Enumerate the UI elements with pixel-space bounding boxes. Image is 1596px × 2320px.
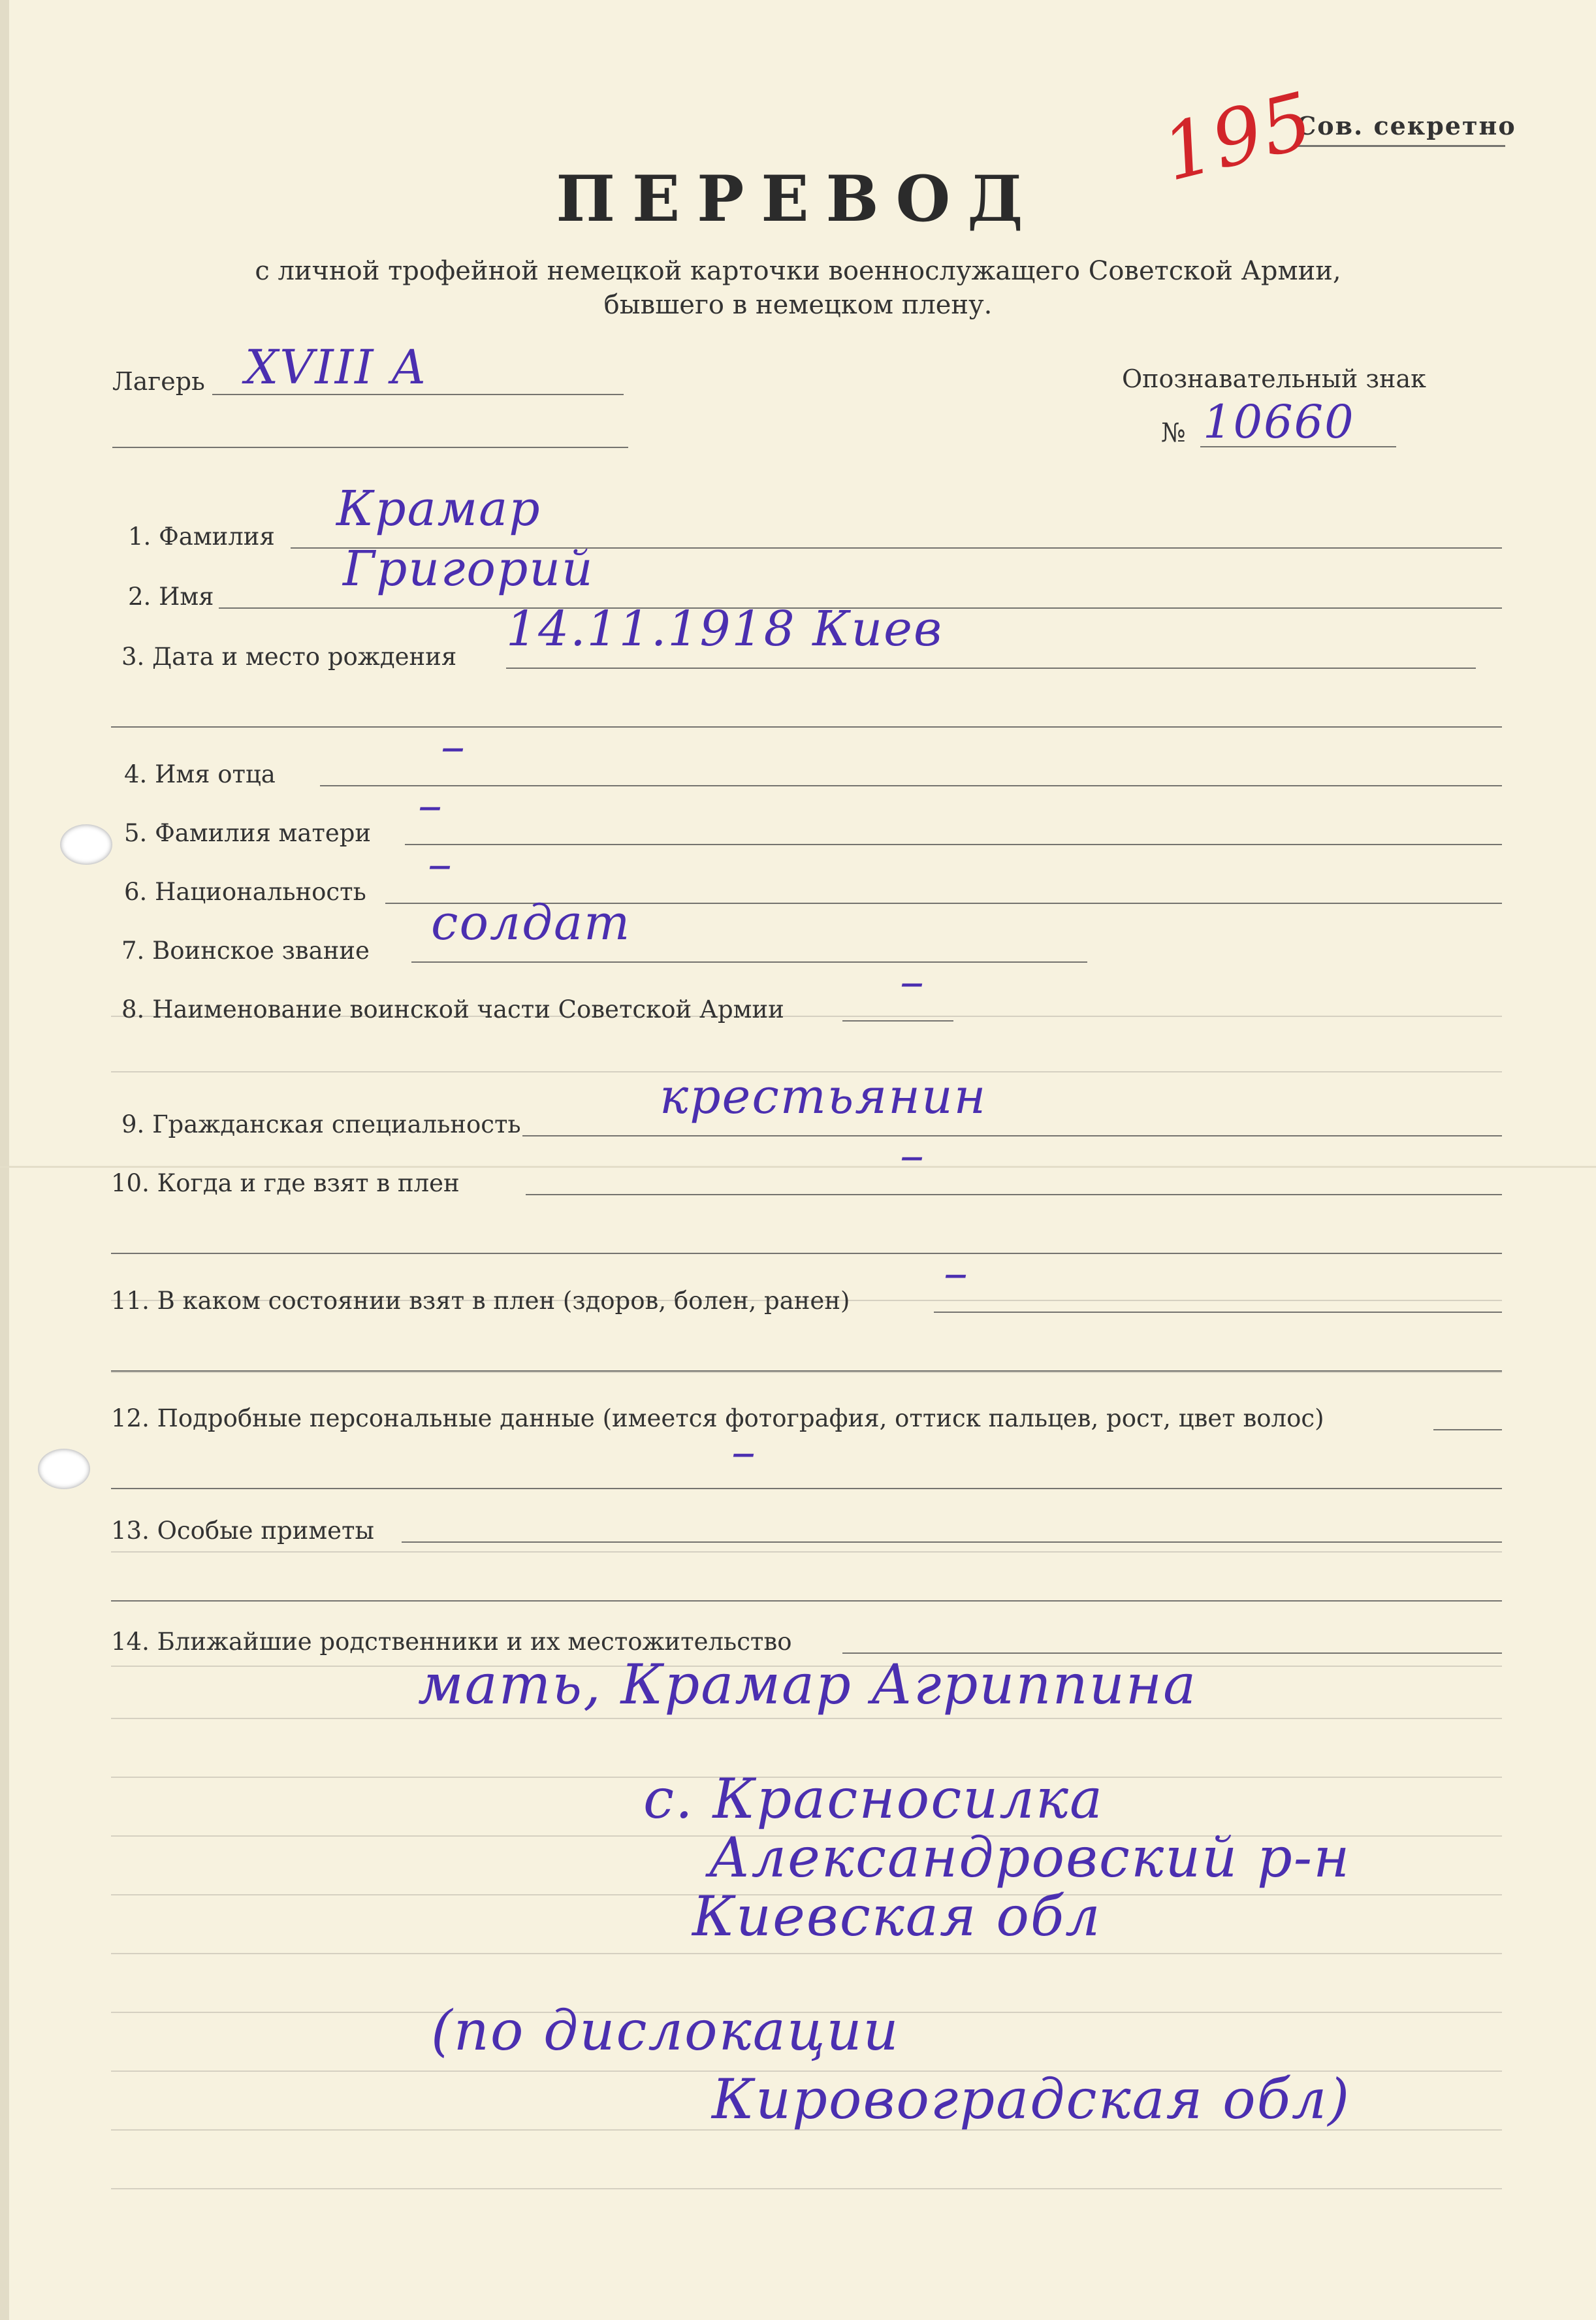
field-3-value: 14.11.1918 Киев [506,601,944,657]
field-8-underline [842,1020,953,1022]
document-title: ПЕРЕВОД [556,162,1040,236]
field-5-label: 5. Фамилия матери [124,819,372,847]
field-8-label: 8. Наименование воинской части Советской Армии [121,995,784,1023]
field-11-label: 11. В каком состоянии взят в плен (здоров, болен, ранен) [111,1287,850,1315]
camp-label: Лагерь [112,367,205,396]
field-6-value: – [428,836,453,892]
field-12-underline [1433,1429,1502,1430]
punch-hole-bottom [38,1449,90,1489]
field-7-underline [411,961,1087,963]
field-13-second-underline [111,1600,1502,1602]
field-9-label: 9. Гражданская специальность [121,1110,521,1138]
field-9-value: крестьянин [660,1069,987,1125]
field-9-underline [522,1135,1502,1136]
field-3-second-underline [111,726,1502,728]
field-2-label: 2. Имя [128,583,214,611]
field-12-value: – [731,1424,757,1480]
field-14-label: 14. Ближайшие родственники и их местожительство [111,1628,792,1656]
relatives-line-3: Александровский р-н [709,1826,1351,1890]
field-11-underline [934,1312,1502,1313]
ruled-line [111,1551,1502,1553]
field-13-underline [402,1541,1502,1543]
relatives-line-5: (по дислокации [431,1999,900,2063]
field-10-underline [526,1194,1502,1195]
field-10-label: 10. Когда и где взят в плен [111,1169,460,1197]
ruled-line [111,1372,1502,1373]
field-12-second-underline [111,1488,1502,1489]
id-mark-number-prefix: № [1161,418,1186,448]
relatives-line-4: Киевская обл [692,1884,1102,1948]
field-8-value: – [900,954,925,1010]
punch-hole-top [60,824,112,865]
relatives-line-6: Кировоградская обл) [712,2067,1351,2131]
relatives-line-1: мать, Крамар Агриппина [418,1652,1198,1716]
ruled-line [111,1718,1502,1719]
classification-underline [1296,145,1505,147]
field-4-label: 4. Имя отца [124,760,276,788]
document-subtitle-line2: бывшего в немецком плену. [603,290,993,320]
field-7-label: 7. Воинское звание [121,937,370,965]
red-handwritten-number: 195 [1153,74,1322,199]
field-13-label: 13. Особые приметы [111,1517,374,1545]
id-mark-value: 10660 [1203,395,1355,449]
field-10-value: – [900,1127,925,1184]
field-4-underline [320,785,1502,786]
field-10-second-underline [111,1253,1502,1254]
field-7-value: солдат [431,895,631,951]
field-5-underline [405,844,1502,845]
relatives-line-2: с. Красносилка [643,1767,1104,1831]
fold-crease [0,1166,1596,1168]
field-4-value: – [441,718,466,775]
field-5-value: – [418,777,443,833]
classification-stamp: Сов. секретно [1296,111,1516,140]
ruled-line [111,1953,1502,1954]
field-11-value: – [944,1245,969,1301]
page-edge [0,0,9,2320]
field-3-underline [506,668,1476,669]
field-12-label: 12. Подробные персональные данные (имеется фотография, оттиск пальцев, рост, цвет волос) [111,1404,1324,1432]
ruled-line [111,2188,1502,2189]
camp-value: XVIII А [245,340,428,395]
field-1-label: 1. Фамилия [128,523,275,551]
field-1-value: Крамар [336,481,541,537]
field-3-label: 3. Дата и место рождения [121,643,457,671]
document-subtitle-line1: с личной трофейной немецкой карточки военнослужащего Советской Армии, [255,256,1341,286]
field-6-label: 6. Национальность [124,878,366,906]
id-mark-label: Опознавательный знак [1122,364,1426,393]
field-11-second-underline [111,1370,1502,1372]
field-2-value: Григорий [343,541,594,597]
camp-second-underline [112,447,628,448]
